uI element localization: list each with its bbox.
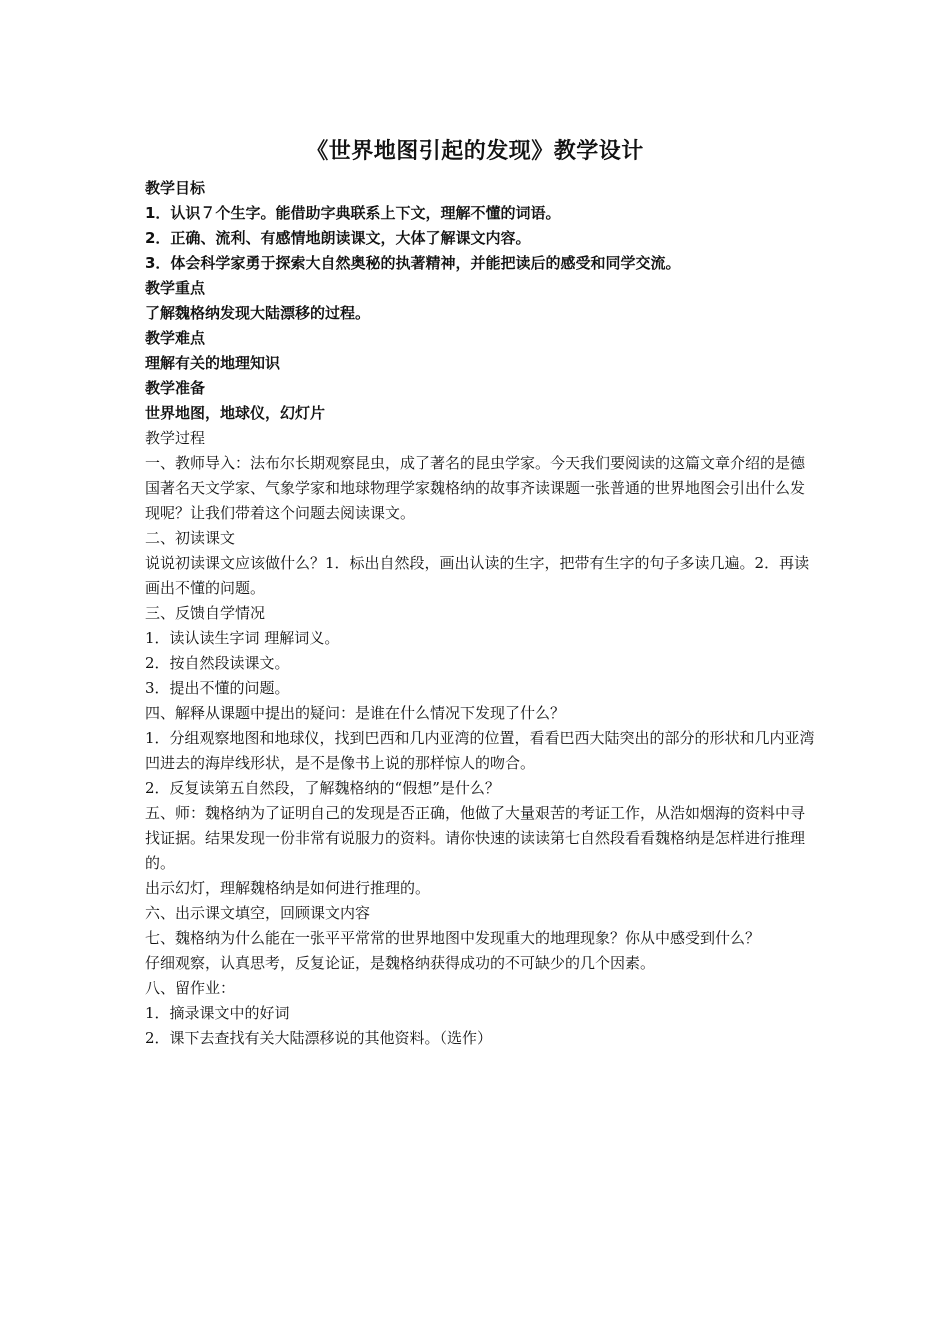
difficulty-text: 理解有关的地理知识 bbox=[145, 354, 281, 372]
section-heading-preparation: 教学准备 bbox=[145, 379, 206, 397]
section-heading-objectives: 教学目标 bbox=[145, 179, 206, 197]
process-step-6: 六、出示课文填空，回顾课文内容 bbox=[145, 904, 371, 922]
process-step-3-item-2: 2．按自然段读课文。 bbox=[145, 654, 290, 672]
process-step-7-text: 仔细观察，认真思考，反复论证，是魏格纳获得成功的不可缺少的几个因素。 bbox=[145, 954, 656, 972]
process-step-3-item-1: 1．读认读生字词 理解词义。 bbox=[145, 629, 340, 647]
objective-item-3: 3．体会科学家勇于探索大自然奥秘的执著精神，并能把读后的感受和同学交流。 bbox=[145, 254, 681, 272]
process-step-3: 三、反馈自学情况 bbox=[145, 604, 266, 622]
key-point-text: 了解魏格纳发现大陆漂移的过程。 bbox=[145, 304, 371, 322]
process-step-7: 七、魏格纳为什么能在一张平平常常的世界地图中发现重大的地理现象？你从中感受到什么？ bbox=[145, 929, 761, 947]
objective-item-2: 2．正确、流利、有感情地朗读课文，大体了解课文内容。 bbox=[145, 229, 531, 247]
process-step-2-text: 说说初读课文应该做什么？1．标出自然段，画出认读的生字，把带有生字的句子多读几遍。2．再读画出不懂的问题。 bbox=[145, 554, 810, 597]
process-step-4-item-2: 2．反复读第五自然段，了解魏格纳的“假想”是什么？ bbox=[145, 779, 500, 797]
process-step-5: 五、师：魏格纳为了证明自己的发现是否正确，他做了大量艰苦的考证工作，从浩如烟海的资料中寻找证据。结果发现一份非常有说服力的资料。请你快速的读读第七自然段看看魏格纳是怎样进行推理的。 bbox=[145, 804, 806, 872]
homework-item-1: 1．摘录课文中的好词 bbox=[145, 1004, 290, 1022]
process-step-1: 一、教师导入：法布尔长期观察昆虫，成了著名的昆虫学家。今天我们要阅读的这篇文章介绍的是德国著名天文学家、气象学家和地球物理学家魏格纳的故事齐读课题一张普通的世界地图会引出什么发现呢？让我们带着这个问题去阅读课文。 bbox=[145, 454, 806, 522]
process-step-3-item-3: 3．提出不懂的问题。 bbox=[145, 679, 290, 697]
objective-item-1: 1．认识７个生字。能借助字典联系上下文，理解不懂的词语。 bbox=[145, 204, 561, 222]
process-step-4: 四、解释从课题中提出的疑问：是谁在什么情况下发现了什么？ bbox=[145, 704, 566, 722]
section-heading-difficulties: 教学难点 bbox=[145, 329, 206, 347]
document-body bbox=[145, 176, 815, 1051]
process-step-2: 二、初读课文 bbox=[145, 529, 236, 547]
section-heading-process: 教学过程 bbox=[145, 429, 206, 447]
process-step-8: 八、留作业： bbox=[145, 979, 236, 997]
document-title: 《世界地图引起的发现》教学设计 bbox=[306, 139, 644, 164]
section-heading-key-points: 教学重点 bbox=[145, 279, 206, 297]
preparation-text: 世界地图，地球仪，幻灯片 bbox=[145, 404, 326, 422]
process-step-4-item-1: 1．分组观察地图和地球仪，找到巴西和几内亚湾的位置，看看巴西大陆突出的部分的形状和几内亚湾凹进去的海岸线形状，是不是像书上说的那样惊人的吻合。 bbox=[145, 729, 815, 772]
process-step-5-text: 出示幻灯，理解魏格纳是如何进行推理的。 bbox=[145, 879, 431, 897]
homework-item-2: 2．课下去查找有关大陆漂移说的其他资料。（选作） bbox=[145, 1029, 493, 1047]
